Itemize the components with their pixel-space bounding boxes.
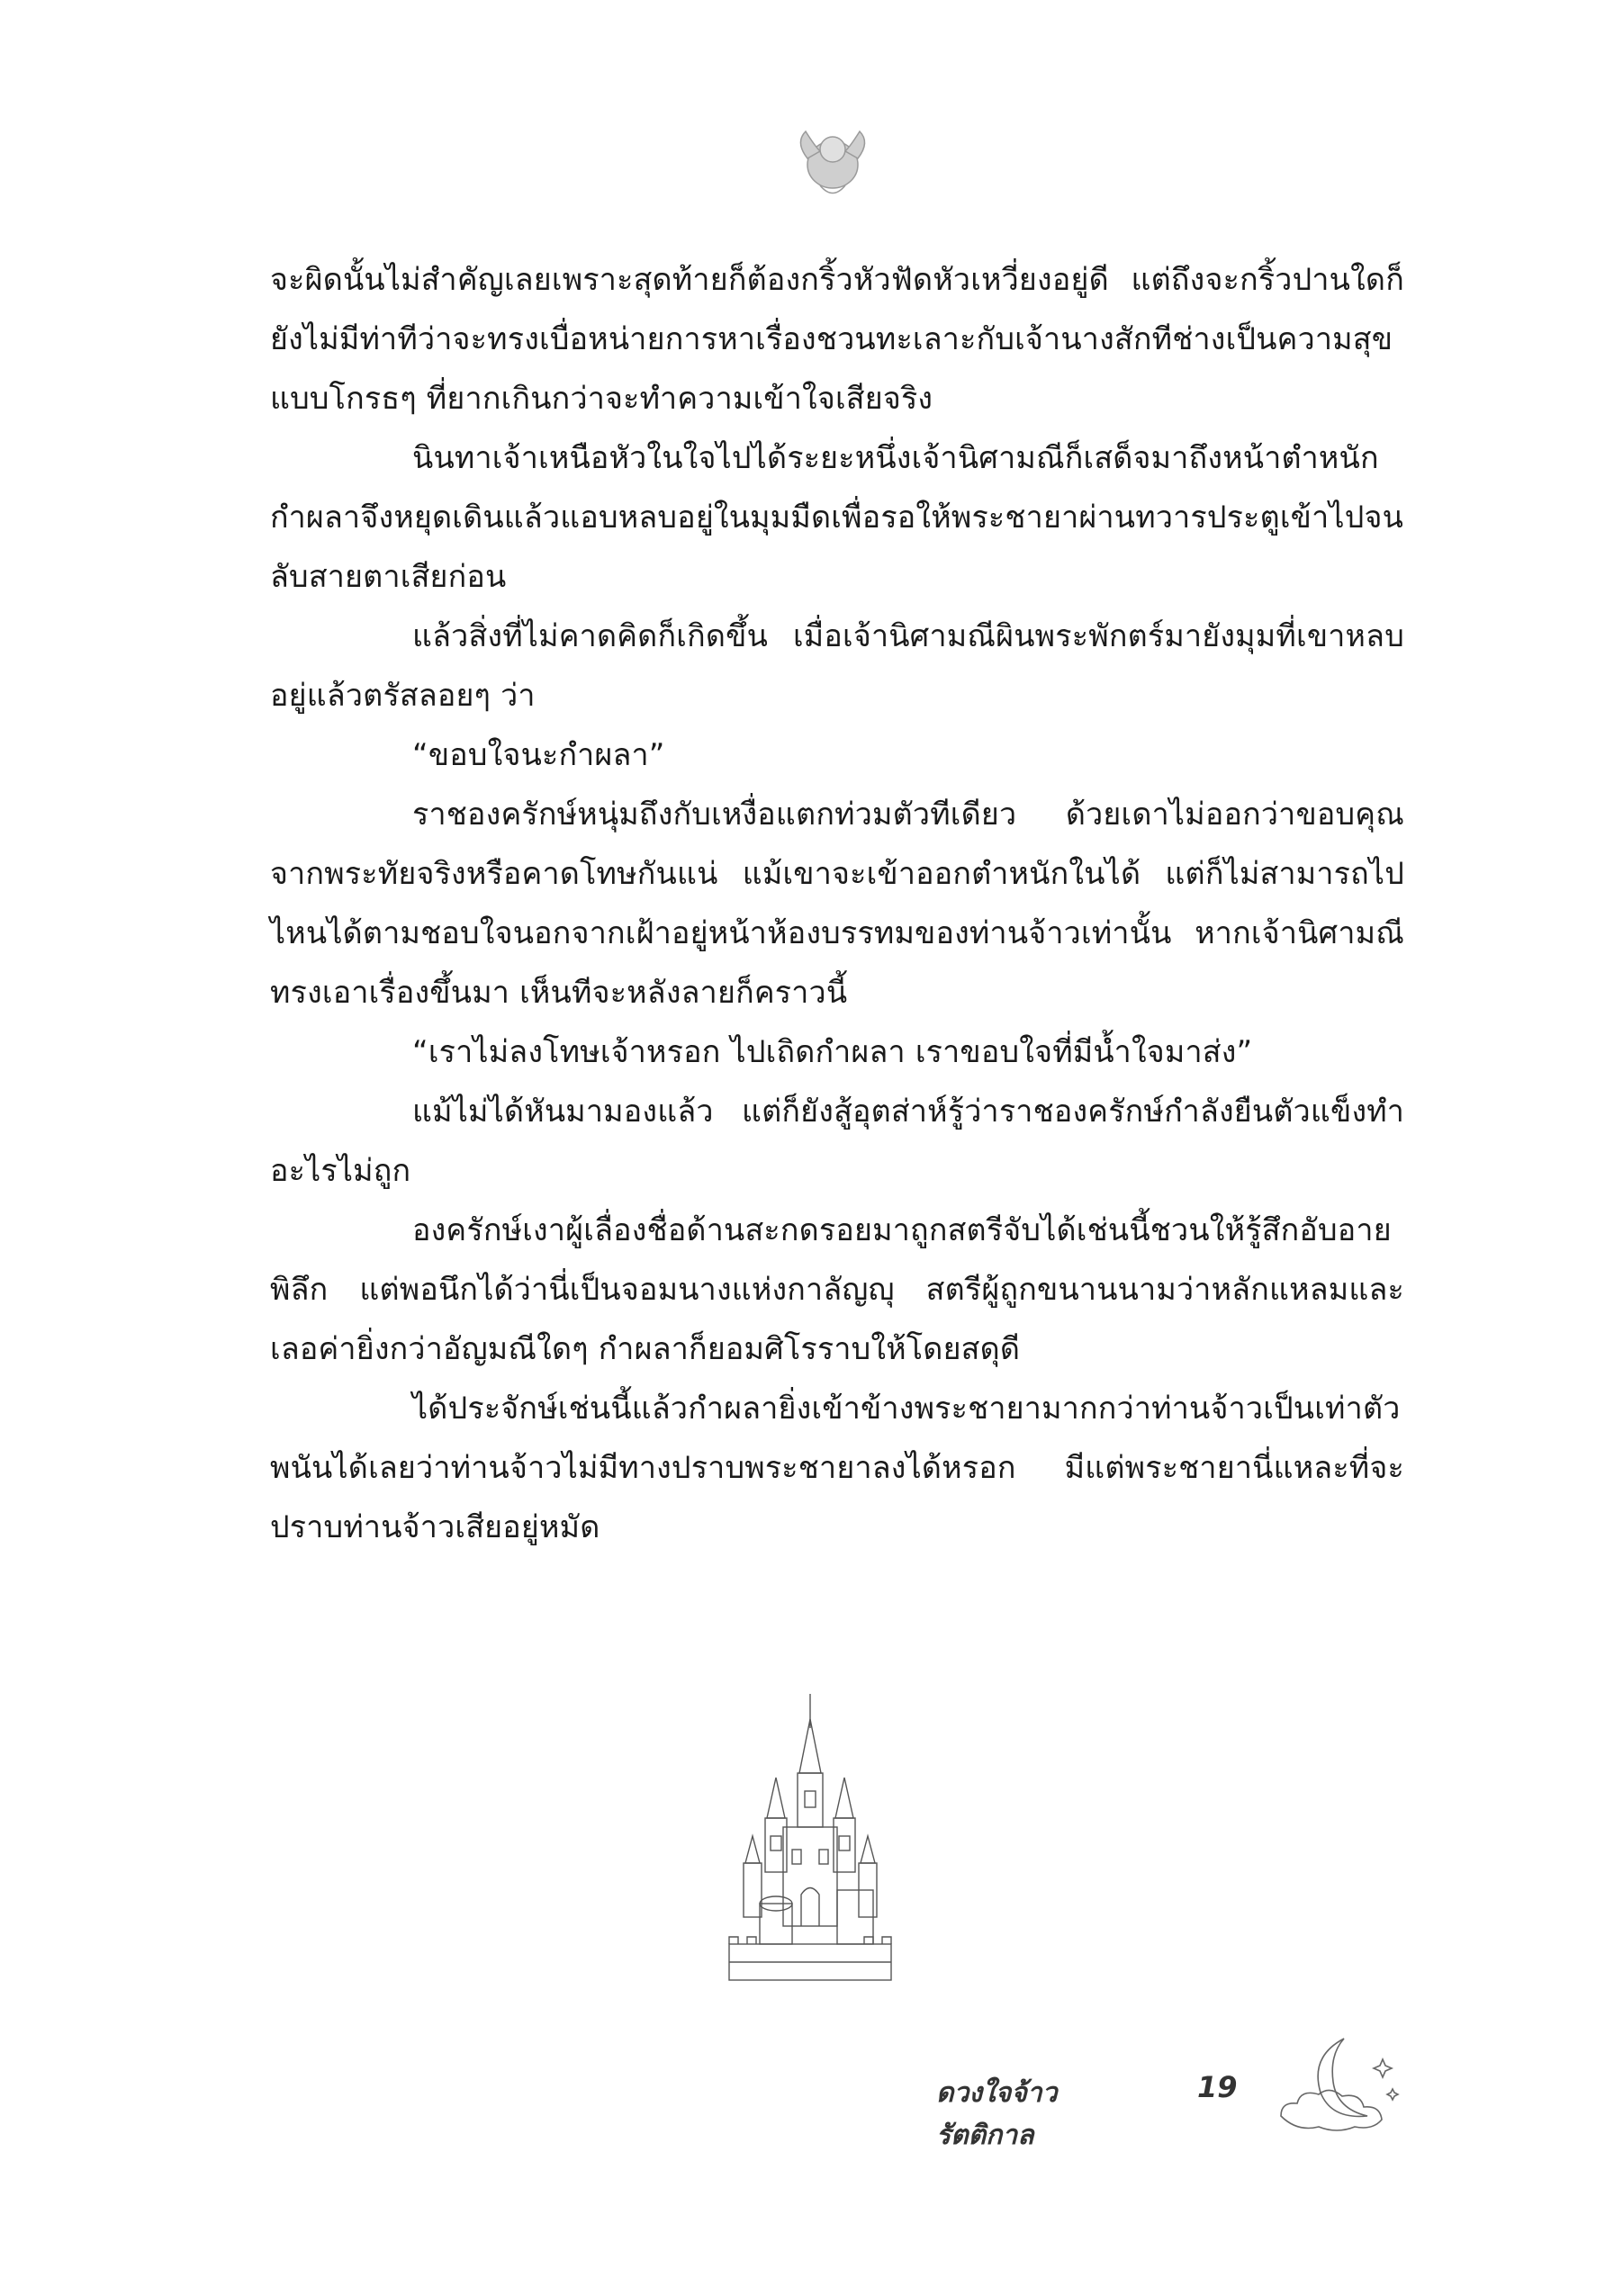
paragraph: ได้ประจักษ์เช่นนี้แล้วกำผลายิ่งเข้าข้างพระชายามากกว่าท่านจ้าวเป็นเท่าตัว พนันได้เลยว่าท่านจ้าวไม่มีทางปราบพระชายาลงได้หรอก มีแต่พระชายานี่แหละที่จะปราบท่านจ้าวเสียอยู่หมัด — [270, 1391, 1404, 1545]
story-text — [270, 250, 1404, 1557]
paragraph: องครักษ์เงาผู้เลื่องชื่อด้านสะกดรอยมาถูกสตรีจับได้เช่นนี้ชวนให้รู้สึกอับอายพิลึก แต่พอนึกได้ว่านี่เป็นจอมนางแห่งกาลัญญุ สตรีผู้ถูกขนานนามว่าหลักแหลมและเลอค่ายิ่งกว่าอัญมณีใดๆ กำผลาก็ยอมศิโรราบให้โดยสดุดี — [270, 1212, 1404, 1367]
paragraph: แล้วสิ่งที่ไม่คาดคิดก็เกิดขึ้น เมื่อเจ้านิศามณีผินพระพักตร์มายังมุมที่เขาหลบอยู่แล้วตรัสลอยๆ ว่า — [270, 618, 1404, 714]
paragraph: นินทาเจ้าเหนือหัวในใจไปได้ระยะหนึ่งเจ้านิศามณีก็เสด็จมาถึงหน้าตำหนัก กำผลาจึงหยุดเดินแล้วแอบหลบอยู่ในมุมมืดเพื่อรอให้พระชายาผ่านทวารประตูเข้าไปจนลับสายตาเสียก่อน — [270, 440, 1404, 595]
cherub-ornament-icon — [788, 115, 878, 205]
moon-cloud-icon — [1274, 2030, 1409, 2138]
paragraph: จะผิดนั้นไม่สำคัญเลยเพราะสุดท้ายก็ต้องกริ้วหัวฟัดหัวเหวี่ยงอยู่ดี แต่ถึงจะกริ้วปานใดก็ยังไม่มีท่าทีว่าจะทรงเบื่อหน่ายการหาเรื่องชวนทะเลาะกับเจ้านางสักทีช่างเป็นความสุขแบบโกรธๆ ที่ยากเกินกว่าจะทำความเข้าใจเสียจริง — [270, 262, 1404, 417]
paragraph: “เราไม่ลงโทษเจ้าหรอก ไปเถิดกำผลา เราขอบใจที่มีน้ำใจมาส่ง” — [412, 1034, 1253, 1070]
castle-illustration-icon — [720, 1692, 900, 1989]
paragraph: แม้ไม่ได้หันมามองแล้ว แต่ก็ยังสู้อุตส่าห์รู้ว่าราชองครักษ์กำลังยืนตัวแข็งทำอะไรไม่ถูก — [270, 1094, 1404, 1189]
book-title: ดวงใจจ้าวรัตติกาล — [936, 2077, 1058, 2151]
paragraph: “ขอบใจนะกำผลา” — [412, 737, 665, 773]
paragraph: ราชองครักษ์หนุ่มถึงกับเหงื่อแตกท่วมตัวทีเดียว ด้วยเดาไม่ออกว่าขอบคุณจากพระทัยจริงหรือคาดโทษกันแน่ แม้เขาจะเข้าออกตำหนักในได้ แต่ก็ไม่สามารถไปไหนได้ตามชอบใจนอกจากเฝ้าอยู่หน้าห้องบรรทมของท่านจ้าวเท่านั้น หากเจ้านิศามณีทรงเอาเรื่องขึ้นมา เห็นทีจะหลังลายก็คราวนี้ — [270, 797, 1404, 1011]
page-number: 19 — [1197, 2070, 1238, 2104]
